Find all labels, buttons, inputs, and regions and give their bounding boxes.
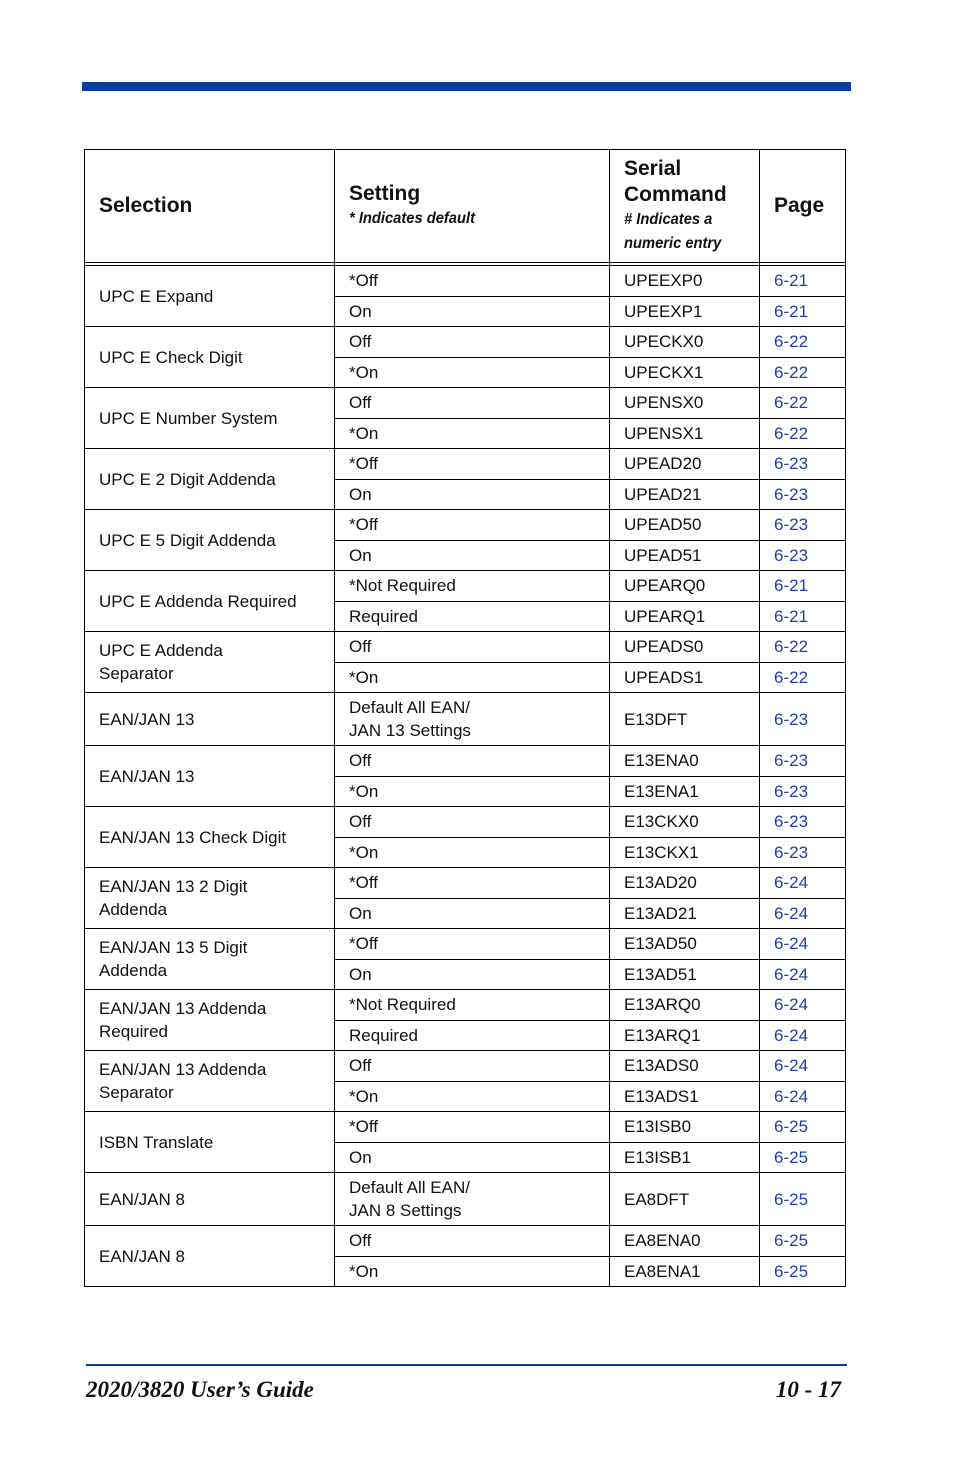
serial-command-cell: E13ARQ1 — [610, 1020, 760, 1051]
setting-cell: *Off — [335, 1112, 610, 1143]
table-header-row — [85, 150, 846, 263]
selection-cell: UPC E Addenda Separator — [85, 632, 335, 693]
page-link[interactable]: 6-24 — [760, 929, 846, 960]
selection-cell: EAN/JAN 13 2 Digit Addenda — [85, 868, 335, 929]
setting-cell: *Not Required — [335, 571, 610, 602]
setting-cell: *On — [335, 357, 610, 388]
table-row — [85, 327, 846, 358]
page-link[interactable]: 6-25 — [760, 1173, 846, 1226]
serial-command-cell: UPEARQ0 — [610, 571, 760, 602]
table-row — [85, 693, 846, 746]
serial-command-cell: E13ENA1 — [610, 776, 760, 807]
serial-command-cell: UPEARQ1 — [610, 601, 760, 632]
page-link[interactable]: 6-23 — [760, 807, 846, 838]
setting-cell: *Off — [335, 449, 610, 480]
serial-command-cell: E13ENA0 — [610, 746, 760, 777]
table-row — [85, 632, 846, 663]
table-body — [85, 266, 846, 1287]
header-setting-note: * Indicates default — [349, 210, 475, 227]
header-accent-bar — [82, 82, 851, 91]
header-serial-note-1: # Indicates a — [624, 211, 713, 228]
setting-cell: Off — [335, 1226, 610, 1257]
serial-command-cell: UPEADS0 — [610, 632, 760, 663]
header-serial-note-2: numeric entry — [624, 235, 722, 252]
serial-command-cell: E13CKX0 — [610, 807, 760, 838]
page-link[interactable]: 6-22 — [760, 388, 846, 419]
page-link[interactable]: 6-25 — [760, 1142, 846, 1173]
header-page: Page — [760, 150, 846, 263]
setting-cell: *On — [335, 1256, 610, 1287]
page-link[interactable]: 6-24 — [760, 990, 846, 1021]
setting-cell: Default All EAN/ JAN 13 Settings — [335, 693, 610, 746]
table-row — [85, 746, 846, 777]
page-link[interactable]: 6-21 — [760, 266, 846, 297]
selection-cell: EAN/JAN 8 — [85, 1173, 335, 1226]
setting-cell: Off — [335, 746, 610, 777]
table-row — [85, 868, 846, 899]
selection-cell: EAN/JAN 13 Check Digit — [85, 807, 335, 868]
serial-command-cell: UPEAD50 — [610, 510, 760, 541]
page-link[interactable]: 6-21 — [760, 571, 846, 602]
table-row — [85, 1051, 846, 1082]
serial-command-cell: UPENSX0 — [610, 388, 760, 419]
setting-cell: Off — [335, 632, 610, 663]
selection-cell: ISBN Translate — [85, 1112, 335, 1173]
selection-cell: UPC E Check Digit — [85, 327, 335, 388]
page-link[interactable]: 6-23 — [760, 449, 846, 480]
serial-command-cell: EA8ENA0 — [610, 1226, 760, 1257]
selection-cell: UPC E 5 Digit Addenda — [85, 510, 335, 571]
page-link[interactable]: 6-21 — [760, 601, 846, 632]
selection-cell: EAN/JAN 8 — [85, 1226, 335, 1287]
selection-cell: EAN/JAN 13 — [85, 746, 335, 807]
header-setting: Setting * Indicates default — [335, 150, 610, 263]
serial-command-cell: E13ISB0 — [610, 1112, 760, 1143]
page-link[interactable]: 6-22 — [760, 632, 846, 663]
setting-cell: *On — [335, 662, 610, 693]
serial-command-cell: E13ADS1 — [610, 1081, 760, 1112]
setting-cell: On — [335, 898, 610, 929]
serial-command-cell: E13AD20 — [610, 868, 760, 899]
page-link[interactable]: 6-22 — [760, 327, 846, 358]
page-link[interactable]: 6-25 — [760, 1112, 846, 1143]
serial-command-cell: EA8ENA1 — [610, 1256, 760, 1287]
page-link[interactable]: 6-24 — [760, 959, 846, 990]
setting-cell: Required — [335, 601, 610, 632]
serial-command-cell: E13AD21 — [610, 898, 760, 929]
serial-command-cell: UPEEXP1 — [610, 296, 760, 327]
table-row — [85, 1173, 846, 1226]
setting-cell: *On — [335, 837, 610, 868]
table-row — [85, 449, 846, 480]
selection-cell: EAN/JAN 13 5 Digit Addenda — [85, 929, 335, 990]
setting-cell: *Off — [335, 868, 610, 899]
serial-command-cell: UPEAD51 — [610, 540, 760, 571]
setting-cell: *On — [335, 418, 610, 449]
setting-cell: *On — [335, 1081, 610, 1112]
setting-cell: Off — [335, 807, 610, 838]
serial-command-cell: EA8DFT — [610, 1173, 760, 1226]
footer-page-number: 10 - 17 — [775, 1377, 841, 1402]
table-row — [85, 388, 846, 419]
serial-command-cell: E13AD51 — [610, 959, 760, 990]
serial-command-cell: E13ISB1 — [610, 1142, 760, 1173]
setting-cell: On — [335, 540, 610, 571]
page-link[interactable]: 6-23 — [760, 776, 846, 807]
serial-command-table — [84, 149, 846, 1287]
selection-cell: EAN/JAN 13 Addenda Separator — [85, 1051, 335, 1112]
page-link[interactable]: 6-24 — [760, 1051, 846, 1082]
setting-cell: On — [335, 479, 610, 510]
setting-cell: Off — [335, 388, 610, 419]
header-serial-command: Serial Command # Indicates a numeric entry — [610, 150, 760, 263]
page-link[interactable]: 6-23 — [760, 746, 846, 777]
setting-cell: Off — [335, 327, 610, 358]
setting-cell: Off — [335, 1051, 610, 1082]
table-row — [85, 1112, 846, 1143]
page-link[interactable]: 6-22 — [760, 418, 846, 449]
setting-cell: On — [335, 296, 610, 327]
page-link[interactable]: 6-23 — [760, 837, 846, 868]
page-link[interactable]: 6-24 — [760, 898, 846, 929]
table-row — [85, 1226, 846, 1257]
setting-cell: *Off — [335, 510, 610, 541]
table-row — [85, 807, 846, 838]
page-link[interactable]: 6-24 — [760, 1081, 846, 1112]
serial-command-cell: E13AD50 — [610, 929, 760, 960]
table-row — [85, 990, 846, 1021]
selection-cell: EAN/JAN 13 — [85, 693, 335, 746]
table-row — [85, 266, 846, 297]
selection-cell: UPC E Number System — [85, 388, 335, 449]
page-link[interactable]: 6-25 — [760, 1256, 846, 1287]
page-link[interactable]: 6-23 — [760, 479, 846, 510]
page-link[interactable]: 6-23 — [760, 540, 846, 571]
page-link[interactable]: 6-23 — [760, 693, 846, 746]
page-link[interactable]: 6-22 — [760, 662, 846, 693]
table-row — [85, 510, 846, 541]
setting-cell: On — [335, 959, 610, 990]
selection-cell: UPC E Addenda Required — [85, 571, 335, 632]
setting-cell: Required — [335, 1020, 610, 1051]
serial-command-cell: UPECKX0 — [610, 327, 760, 358]
page-link[interactable]: 6-23 — [760, 510, 846, 541]
footer-guide-title: 2020/3820 User’s Guide — [86, 1377, 314, 1402]
setting-cell: Default All EAN/ JAN 8 Settings — [335, 1173, 610, 1226]
serial-command-cell: UPEEXP0 — [610, 266, 760, 297]
serial-command-cell: UPEAD20 — [610, 449, 760, 480]
serial-command-cell: UPENSX1 — [610, 418, 760, 449]
footer-rule — [86, 1364, 847, 1366]
page-link[interactable]: 6-21 — [760, 296, 846, 327]
page-link[interactable]: 6-24 — [760, 1020, 846, 1051]
header-selection: Selection — [85, 150, 335, 263]
setting-cell: *On — [335, 776, 610, 807]
page-link[interactable]: 6-24 — [760, 868, 846, 899]
setting-cell: *Off — [335, 266, 610, 297]
setting-cell: *Off — [335, 929, 610, 960]
page-link[interactable]: 6-25 — [760, 1226, 846, 1257]
page-link[interactable]: 6-22 — [760, 357, 846, 388]
serial-command-cell: E13ADS0 — [610, 1051, 760, 1082]
serial-command-cell: E13DFT — [610, 693, 760, 746]
selection-cell: UPC E 2 Digit Addenda — [85, 449, 335, 510]
serial-command-cell: E13ARQ0 — [610, 990, 760, 1021]
setting-cell: On — [335, 1142, 610, 1173]
table-row — [85, 929, 846, 960]
selection-cell: EAN/JAN 13 Addenda Required — [85, 990, 335, 1051]
serial-command-cell: UPEADS1 — [610, 662, 760, 693]
setting-cell: *Not Required — [335, 990, 610, 1021]
table-row — [85, 571, 846, 602]
serial-command-cell: UPECKX1 — [610, 357, 760, 388]
selection-cell: UPC E Expand — [85, 266, 335, 327]
serial-command-cell: UPEAD21 — [610, 479, 760, 510]
serial-command-cell: E13CKX1 — [610, 837, 760, 868]
